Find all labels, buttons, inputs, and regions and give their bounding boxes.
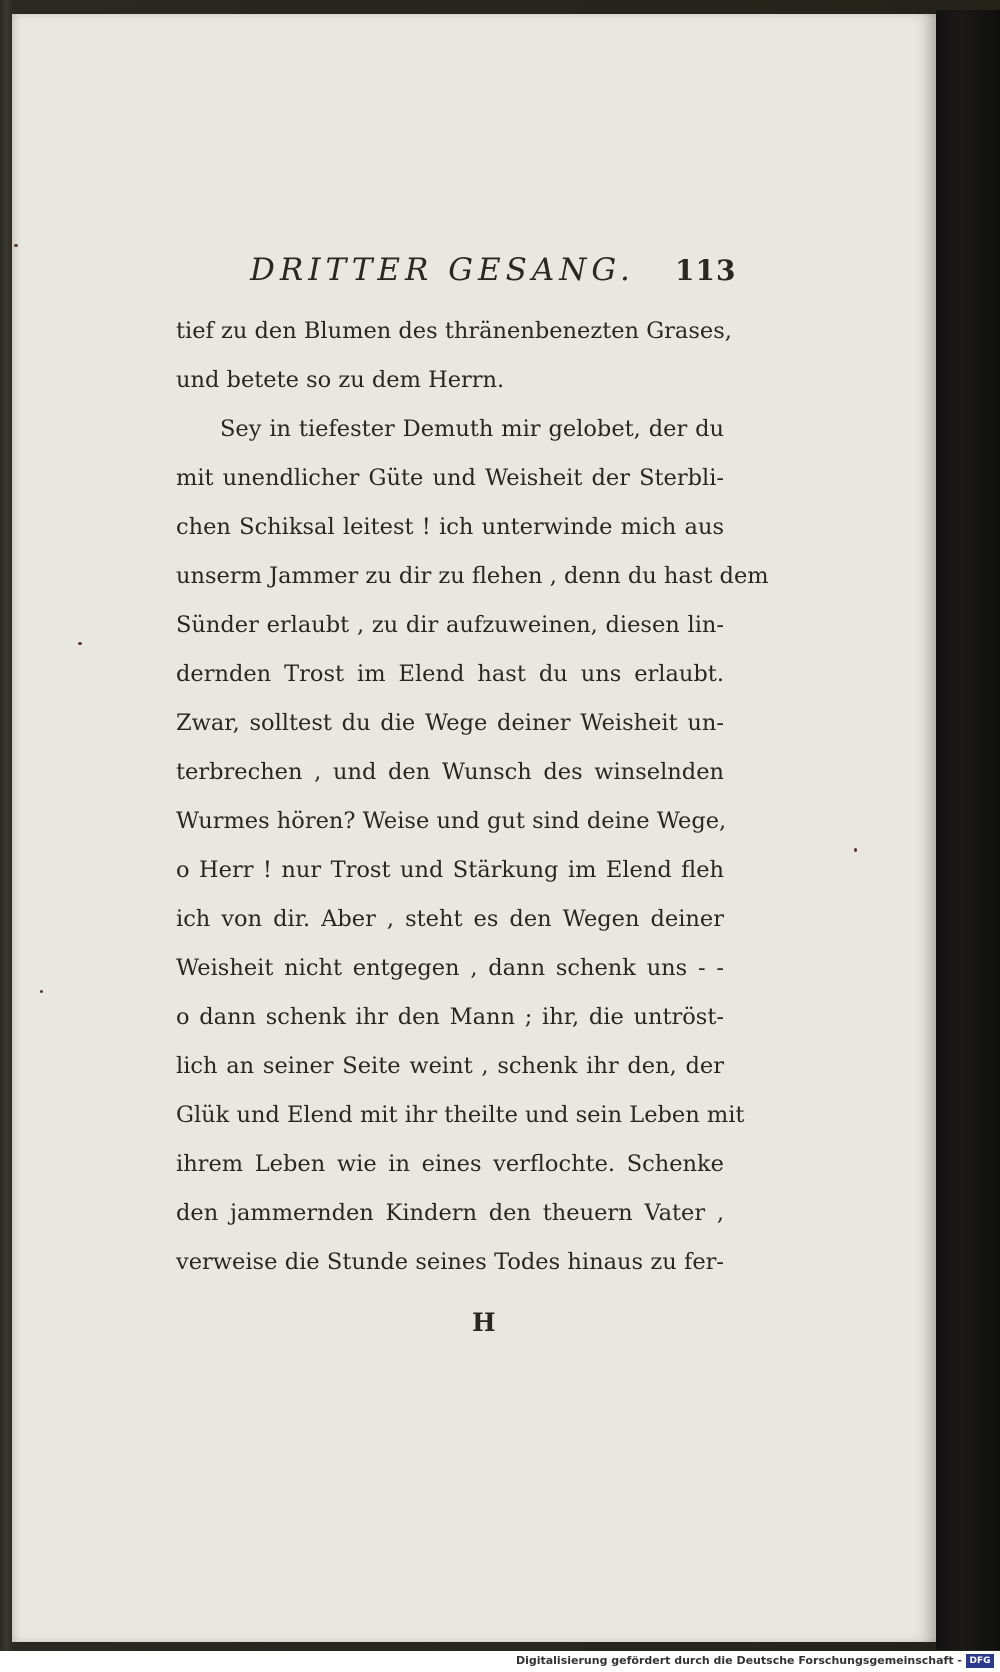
digitization-footer [0, 1651, 1000, 1672]
text-line: dernden Trost im Elend hast du uns erlaubt. [176, 661, 724, 687]
text-line: ihrem Leben wie in eines verflochte. Schenke [176, 1151, 724, 1177]
funding-credit: Digitalisierung gefördert durch die Deutsche Forschungsgemeinschaft - [515, 1654, 962, 1667]
text-line: o Herr ! nur Trost und Stärkung im Elend fleh [176, 857, 724, 883]
text-line: Sey in tiefester Demuth mir gelobet, der du [220, 416, 724, 442]
text-line: terbrechen , und den Wunsch des winselnden [176, 759, 724, 785]
text-line: chen Schiksal leitest ! ich unterwinde mich aus [176, 514, 724, 540]
text-line: tief zu den Blumen des thränenbenezten Grases, [176, 318, 732, 344]
dfg-logo: DFG [966, 1654, 994, 1668]
paper-speck [40, 990, 43, 993]
text-line: verweise die Stunde seines Todes hinaus zu fer- [176, 1249, 724, 1275]
paper-speck [78, 642, 82, 645]
text-line: unserm Jammer zu dir zu flehen , denn du hast dem [176, 563, 769, 589]
text-line: Weisheit nicht entgegen , dann schenk uns - - [176, 955, 724, 981]
text-line: Wurmes hören? Weise und gut sind deine Wege, [176, 808, 727, 834]
text-line: o dann schenk ihr den Mann ; ihr, die untröst- [176, 1004, 724, 1030]
book-edge-shadow [936, 10, 1000, 1650]
text-line: und betete so zu dem Herrn. [176, 367, 505, 393]
page-number: 113 [675, 254, 737, 287]
text-line: Sünder erlaubt , zu dir aufzuweinen, diesen lin- [176, 612, 724, 638]
text-line: lich an seiner Seite weint , schenk ihr den, der [176, 1053, 724, 1079]
text-line: mit unendlicher Güte und Weisheit der Sterbli- [176, 465, 724, 491]
text-line: Glük und Elend mit ihr theilte und sein Leben mit [176, 1102, 745, 1128]
text-line: ich von dir. Aber , steht es den Wegen deiner [176, 906, 724, 932]
signature-mark: H [472, 1308, 496, 1337]
text-line: Zwar, solltest du die Wege deiner Weisheit un- [176, 710, 724, 736]
running-title: DRITTER GESANG. [250, 252, 635, 288]
paper-speck [14, 244, 18, 247]
page-header [250, 252, 737, 292]
paper-speck [854, 848, 857, 852]
text-line: den jammernden Kindern den theuern Vater , [176, 1200, 724, 1226]
